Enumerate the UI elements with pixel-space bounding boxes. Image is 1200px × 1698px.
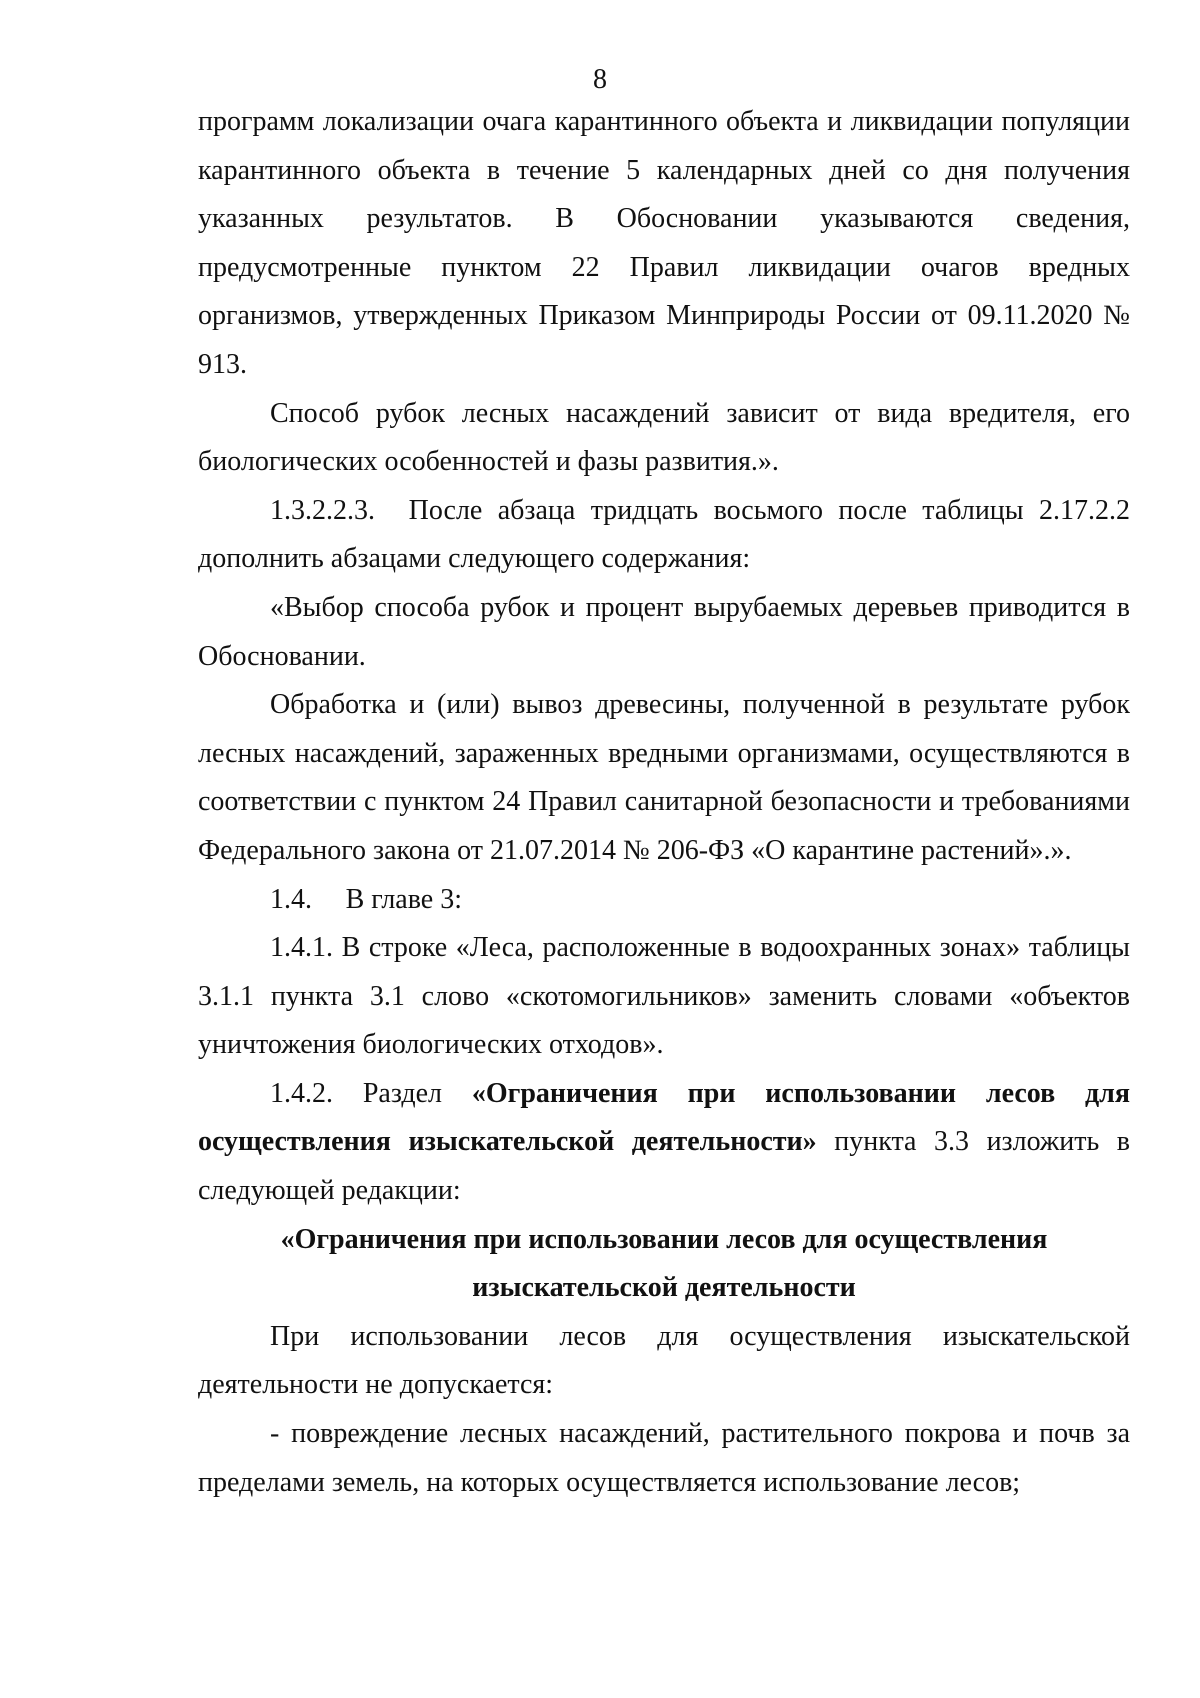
paragraph-wood-processing: Обработка и (или) вывоз древесины, полученной в результате рубок лесных насаждений, зараженных вредными организмами, осуществляются в соответствии с пунктом 24 Правил санитарной безопасности и требованиями Федерального закона от 21.07.2014 № 206-ФЗ «О карантине растений».». (198, 689, 1130, 866)
section-heading (198, 1216, 1130, 1313)
clause-bold-title: «Ограничения при использовании лесов для осуществления изыскательской деятельности» (198, 1077, 1131, 1158)
clause-number: 1.3.2.2.3. (270, 494, 375, 526)
paragraph-prohibited-intro: При использовании лесов для осуществления изыскательской деятельности не допускается: (198, 1320, 1130, 1401)
paragraph-1-4 (198, 876, 1130, 925)
paragraph-1-3-2-2-3 (198, 487, 1130, 584)
clause-number: 1.4.1. (270, 932, 333, 964)
paragraph-felling-choice: «Выбор способа рубок и процент вырубаемых деревьев приводится в Обосновании. (198, 591, 1130, 672)
clause-pre: Раздел (362, 1077, 443, 1109)
paragraph-1-4-2 (198, 1070, 1130, 1216)
paragraph-continuation: программ локализации очага карантинного объекта и ликвидации популяции карантинного объекта в течение 5 календарных дней со дня получения указанных результатов. В Обосновании указываются сведения, предусмотренные пунктом 22 Правил ликвидации очагов вредных организмов, утвержденных Приказом Минприроды России от 09.11.2020 № 913. (198, 106, 1130, 380)
paragraph-1-4-1 (198, 924, 1130, 1070)
clause-text: После абзаца тридцать восьмого после таблицы 2.17.2.2 дополнить абзацами следующего содержания: (198, 494, 1130, 575)
clause-text: В строке «Леса, расположенные в водоохранных зонах» таблицы 3.1.1 пункта 3.1 слово «скотомогильников» заменить словами «объектов уничтожения биологических отходов». (198, 932, 1130, 1061)
section-heading-line-2: изыскательской деятельности (472, 1272, 856, 1304)
clause-number: 1.4.2. (270, 1077, 333, 1109)
document-body (198, 98, 1130, 1507)
paragraph-felling-method: Способ рубок лесных насаждений зависит от вида вредителя, его биологических особенностей и фазы развития.». (198, 397, 1130, 478)
clause-text: В главе 3: (345, 883, 462, 915)
section-heading-line-1: «Ограничения при использовании лесов для осуществления (280, 1223, 1048, 1255)
clause-number: 1.4. (270, 883, 312, 915)
clause-post: пункта 3.3 изложить в следующей редакции: (198, 1126, 1131, 1207)
page-number: 8 (593, 64, 607, 95)
list-item-damage: - повреждение лесных насаждений, растительного покрова и почв за пределами земель, на которых осуществляется использование лесов; (198, 1418, 1130, 1498)
